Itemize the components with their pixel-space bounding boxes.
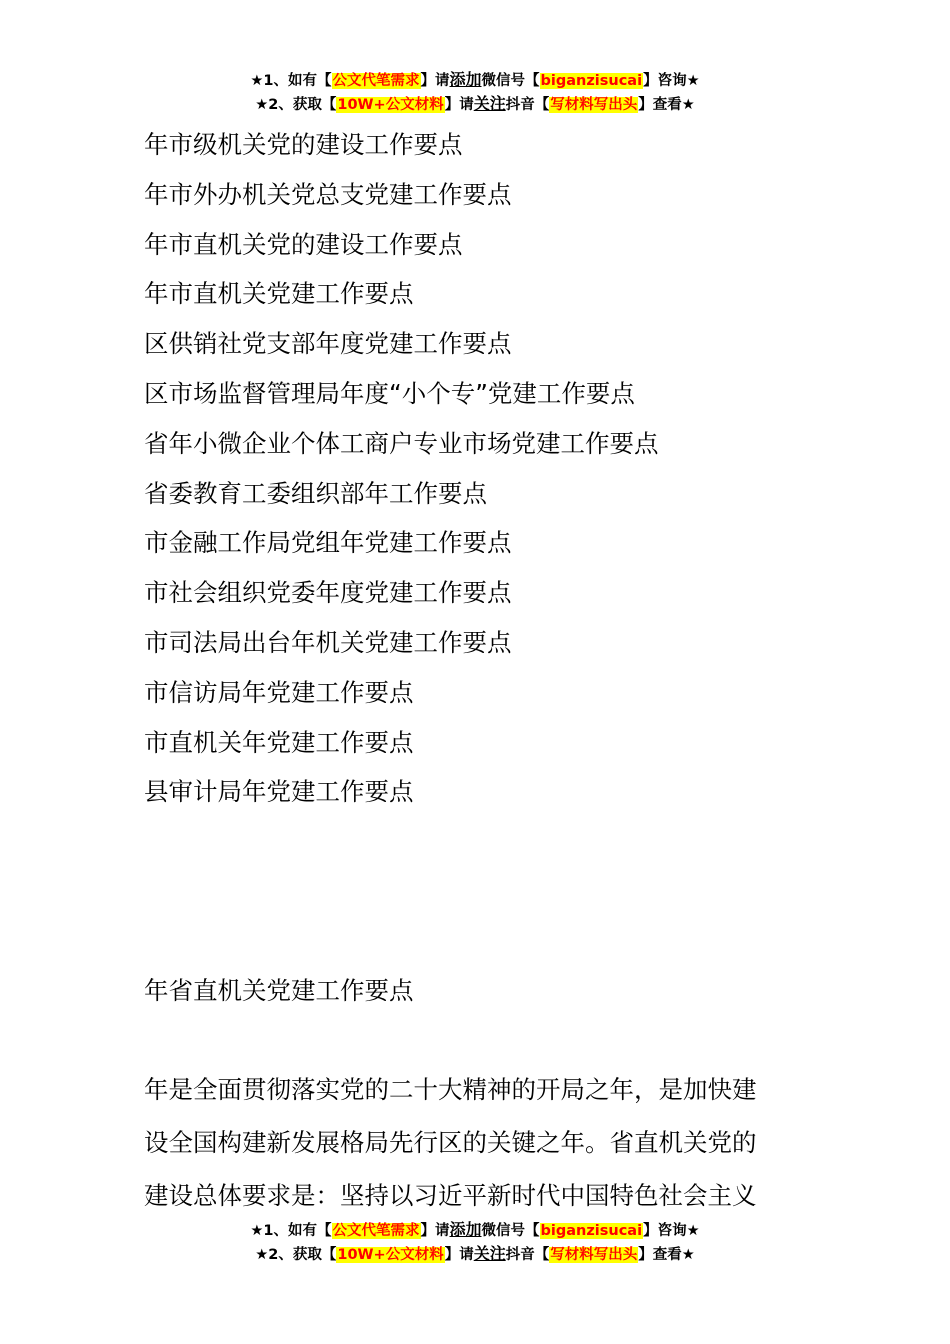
banner-line-1 [0, 1218, 950, 1242]
banner-2-mid: 】请 [444, 1247, 474, 1263]
banner-1-suffix: 】咨询★ [643, 1223, 700, 1239]
banner-1-mid: 】请 [420, 1223, 450, 1239]
banner-1-suffix: 】咨询★ [643, 73, 700, 89]
banner-2-highlight-douyin: 写材料写出头 [550, 1247, 638, 1263]
toc-list [144, 120, 659, 817]
toc-item: 年市直机关党的建设工作要点 [144, 229, 463, 259]
toc-item: 省委教育工委组织部年工作要点 [144, 478, 487, 508]
banner-2-mid2: 抖音【 [505, 97, 550, 113]
paragraph-line: 建设总体要求是：坚持以习近平新时代中国特色社会主义 [144, 1181, 757, 1210]
toc-item: 年市直机关党建工作要点 [144, 279, 414, 309]
banner-1-highlight-service: 公文代笔需求 [332, 73, 420, 89]
banner-2-emphasis: 关注 [473, 94, 506, 113]
banner-1-highlight-wechat: biganzisucai [540, 73, 643, 89]
banner-1-prefix: ★1、如有【 [250, 1223, 332, 1239]
banner-line-2 [0, 1242, 950, 1266]
banner-2-mid: 】请 [444, 97, 474, 113]
banner-2-highlight-materials: 10W+公文材料 [337, 1247, 444, 1263]
banner-1-highlight-wechat: biganzisucai [540, 1223, 643, 1239]
banner-2-suffix: 】查看★ [638, 1247, 695, 1263]
banner-2-highlight-douyin: 写材料写出头 [550, 97, 638, 113]
toc-item: 市直机关年党建工作要点 [144, 727, 414, 757]
banner-2-emphasis: 关注 [473, 1244, 506, 1263]
toc-item: 市信访局年党建工作要点 [144, 677, 414, 707]
toc-item: 市司法局出台年机关党建工作要点 [144, 627, 512, 657]
toc-item: 年市级机关党的建设工作要点 [144, 130, 463, 159]
banner-1-emphasis: 添加 [449, 70, 482, 89]
banner-1-mid2: 微信号【 [481, 1223, 540, 1239]
paragraph-line: 设全国构建新发展格局先行区的关键之年。省直机关党的 [144, 1128, 757, 1157]
toc-item: 市金融工作局党组年党建工作要点 [144, 528, 512, 558]
footer-banner [0, 1218, 950, 1266]
paragraph-line: 年是全面贯彻落实党的二十大精神的开局之年，是加快建 [144, 1075, 757, 1104]
header-banner [0, 68, 950, 116]
banner-1-highlight-service: 公文代笔需求 [332, 1223, 420, 1239]
banner-2-mid2: 抖音【 [505, 1247, 550, 1263]
banner-line-2 [0, 92, 950, 116]
banner-1-prefix: ★1、如有【 [250, 73, 332, 89]
banner-1-emphasis: 添加 [449, 1220, 482, 1239]
toc-item: 年市外办机关党总支党建工作要点 [144, 179, 512, 209]
toc-item: 县审计局年党建工作要点 [144, 777, 414, 807]
toc-item: 区供销社党支部年度党建工作要点 [144, 329, 512, 359]
toc-item: 省年小微企业个体工商户专业市场党建工作要点 [144, 428, 659, 458]
banner-2-prefix: ★2、获取【 [255, 1247, 337, 1263]
banner-1-mid: 】请 [420, 73, 450, 89]
body-paragraph [144, 1063, 812, 1222]
toc-item: 区市场监督管理局年度“小个专”党建工作要点 [144, 378, 635, 408]
banner-2-suffix: 】查看★ [638, 97, 695, 113]
banner-2-highlight-materials: 10W+公文材料 [337, 97, 444, 113]
section-title: 年省直机关党建工作要点 [144, 976, 414, 1005]
toc-item: 市社会组织党委年度党建工作要点 [144, 578, 512, 608]
banner-1-mid2: 微信号【 [481, 73, 540, 89]
banner-2-prefix: ★2、获取【 [255, 97, 337, 113]
banner-line-1 [0, 68, 950, 92]
